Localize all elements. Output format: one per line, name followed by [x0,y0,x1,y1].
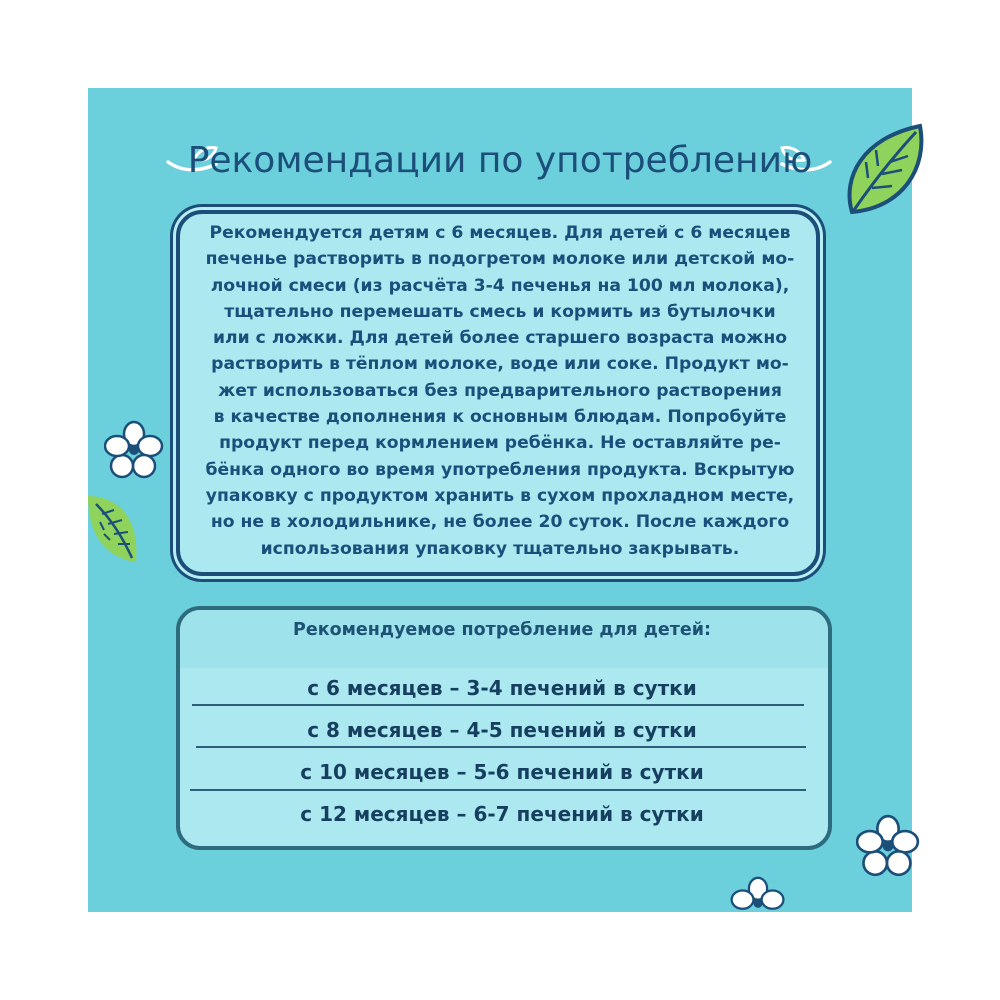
row-divider [190,789,806,791]
table-row: с 8 месяцев – 4-5 печений в сутки [307,718,697,742]
description-line: упаковку с продуктом хранить в сухом прохладном месте, [205,485,795,506]
table-row: с 6 месяцев – 3-4 печений в сутки [307,676,697,700]
flower-icon [856,814,920,878]
row-divider [192,704,804,706]
table-row: с 10 месяцев – 5-6 печений в сутки [300,760,704,784]
description-line: но не в холодильнике, не более 20 суток. После каждого [210,512,790,533]
description-line: продукт перед кормлением ребёнка. Не оставляйте ре- [219,433,781,454]
leaf-icon [88,488,144,568]
description-line: бёнка одного во время употребления продукта. Вскрытую [205,459,795,480]
description-line: жет использоваться без предварительного растворения [218,380,782,401]
description-line: в качестве дополнения к основным блюдам. Попробуйте [213,407,787,428]
row-divider [196,746,806,748]
flower-icon [104,420,164,480]
description-line: использования упаковку тщательно закрывать. [260,538,740,559]
page-title: Рекомендации по употреблению [187,140,813,181]
description-text [188,220,812,562]
table-row: с 12 месяцев – 6-7 печений в сутки [300,802,704,826]
description-line: печенье растворить в подогретом молоке или детской мо- [205,249,795,270]
description-line: растворить в тёплом молоке, воде или соке. Продукт мо- [211,354,789,375]
description-line: тщательно перемешать смесь и кормить из бутылочки [224,301,776,322]
description-line: Рекомендуется детям с 6 месяцев. Для детей с 6 месяцев [209,223,791,243]
flower-icon [730,876,786,916]
table-heading: Рекомендуемое потребление для детей: [293,620,711,640]
description-line: или с ложки. Для детей более старшего возраста можно [212,328,788,349]
description-line: лочной смеси (из расчёта 3-4 печенья на 100 мл молока), [210,275,790,296]
